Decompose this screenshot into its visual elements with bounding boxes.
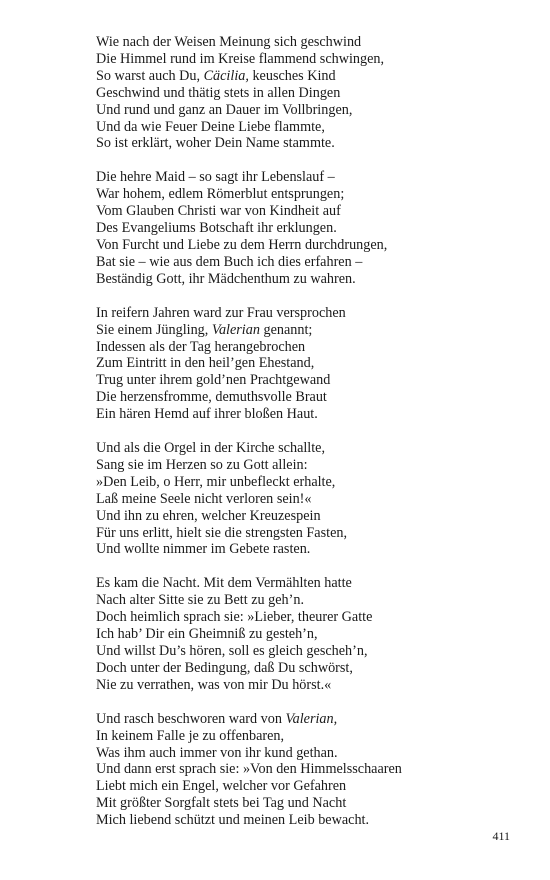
line-text: Doch heimlich sprach sie: »Lieber, theurer Gatte	[96, 609, 373, 626]
poem-line	[96, 406, 516, 423]
poem-line	[96, 102, 516, 119]
poem-line	[96, 68, 516, 85]
stanza	[96, 575, 516, 693]
line-text: So warst auch Du,	[96, 67, 204, 84]
poem-line	[96, 119, 516, 136]
line-text: Geschwind und thätig stets in allen Dingen	[96, 84, 341, 101]
stanza	[96, 711, 516, 829]
line-text: Und rund und ganz an Dauer im Vollbringen,	[96, 101, 353, 118]
poem-line	[96, 812, 516, 829]
poem-line	[96, 457, 516, 474]
poem-line	[96, 677, 516, 694]
poem-line	[96, 525, 516, 542]
poem-line	[96, 745, 516, 762]
line-text: Für uns erlitt, hielt sie die strengsten Fasten,	[96, 524, 348, 541]
line-text: Ein hären Hemd auf ihrer bloßen Haut.	[96, 406, 318, 423]
poem-line	[96, 440, 516, 457]
line-text: Die herzensfromme, demuthsvolle Braut	[96, 389, 327, 406]
stanza	[96, 440, 516, 558]
line-text: Indessen als der Tag herangebrochen	[96, 338, 306, 355]
line-text: Und dann erst sprach sie: »Von den Himmelsschaaren	[96, 761, 402, 778]
line-text: Nie zu verrathen, was von mir Du hörst.«	[96, 676, 332, 693]
line-text: Es kam die Nacht. Mit dem Vermählten hatte	[96, 575, 352, 592]
poem-line	[96, 761, 516, 778]
italic-name: Valerian	[211, 321, 260, 338]
poem-line	[96, 271, 516, 288]
line-text: War hohem, edlem Römerblut entsprungen;	[96, 186, 345, 203]
line-text: Bat sie – wie aus dem Buch ich dies erfahren –	[96, 253, 363, 270]
line-text: Und da wie Feuer Deine Liebe flammte,	[96, 118, 325, 135]
poem-line	[96, 186, 516, 203]
poem-line	[96, 254, 516, 271]
poem-line	[96, 609, 516, 626]
poem-line	[96, 85, 516, 102]
poem-line	[96, 51, 516, 68]
line-text: keusches Kind	[248, 67, 336, 84]
line-text: Zum Eintritt in den heil’gen Ehestand,	[96, 355, 315, 372]
line-text: Sie einem Jüngling,	[96, 321, 212, 338]
poem-line	[96, 626, 516, 643]
line-text: Liebt mich ein Engel, welcher vor Gefahren	[96, 778, 347, 795]
page-number: 411	[492, 829, 510, 843]
line-text: Und wollte nimmer im Gebete rasten.	[96, 541, 311, 558]
line-text: Und als die Orgel in der Kirche schallte,	[96, 440, 326, 457]
line-text: Laß meine Seele nicht verloren sein!«	[96, 490, 312, 507]
line-text: Mich liebend schützt und meinen Leib bewacht.	[96, 812, 370, 829]
line-text: Vom Glauben Christi war von Kindheit auf	[96, 203, 341, 220]
poem-line	[96, 339, 516, 356]
poem-line	[96, 728, 516, 745]
poem-line	[96, 508, 516, 525]
line-text: Von Furcht und Liebe zu dem Herrn durchdrungen,	[96, 236, 388, 253]
poem-line	[96, 541, 516, 558]
line-text: Sang sie im Herzen so zu Gott allein:	[96, 456, 308, 473]
stanza	[96, 34, 516, 152]
line-text: Und rasch beschworen ward von	[96, 710, 286, 727]
poem-line	[96, 711, 516, 728]
poem-line	[96, 795, 516, 812]
poem-line	[96, 355, 516, 372]
line-text: Und willst Du’s hören, soll es gleich gescheh’n,	[96, 643, 368, 659]
poem-line	[96, 322, 516, 339]
line-text: In keinem Falle je zu offenbaren,	[96, 727, 285, 744]
poem-line	[96, 203, 516, 220]
poem-line	[96, 169, 516, 186]
stanza	[96, 305, 516, 423]
line-text: Nach alter Sitte sie zu Bett zu geh’n.	[96, 592, 305, 609]
line-text: Trug unter ihrem gold’nen Prachtgewand	[96, 372, 331, 389]
line-text: Mit größter Sorgfalt stets bei Tag und Nacht	[96, 795, 347, 812]
line-text: genannt;	[259, 321, 313, 338]
line-text: Wie nach der Weisen Meinung sich geschwind	[96, 34, 362, 50]
line-text: Doch unter der Bedingung, daß Du schwörst,	[96, 659, 353, 676]
poem-text	[96, 34, 516, 846]
poem-line	[96, 778, 516, 795]
line-text: Und ihn zu ehren, welcher Kreuzespein	[96, 507, 321, 524]
poem-line	[96, 305, 516, 322]
line-text: »Den Leib, o Herr, mir unbefleckt erhalte,	[96, 473, 336, 490]
poem-line	[96, 372, 516, 389]
line-text: Was ihm auch immer von ihr kund gethan.	[96, 744, 338, 761]
italic-name: Cäcilia,	[203, 67, 249, 84]
stanza	[96, 169, 516, 287]
poem-line	[96, 643, 516, 660]
line-text: So ist erklärt, woher Dein Name stammte.	[96, 135, 335, 152]
poem-line	[96, 389, 516, 406]
line-text: In reifern Jahren ward zur Frau versprochen	[96, 304, 346, 321]
poem-line	[96, 474, 516, 491]
line-text: Ich hab’ Dir ein Gheimniß zu gesteh’n,	[96, 626, 318, 643]
line-text: Die hehre Maid – so sagt ihr Lebenslauf –	[96, 169, 335, 186]
line-text: Die Himmel rund im Kreise flammend schwingen,	[96, 50, 385, 67]
poem-line	[96, 34, 516, 51]
poem-line	[96, 135, 516, 152]
poem-line	[96, 220, 516, 237]
line-text: Des Evangeliums Botschaft ihr erklungen.	[96, 220, 337, 237]
poem-line	[96, 237, 516, 254]
poem-line	[96, 592, 516, 609]
italic-name: Valerian,	[285, 710, 338, 727]
poem-line	[96, 575, 516, 592]
poem-line	[96, 491, 516, 508]
line-text: Beständig Gott, ihr Mädchenthum zu wahren.	[96, 270, 356, 287]
poem-line	[96, 660, 516, 677]
